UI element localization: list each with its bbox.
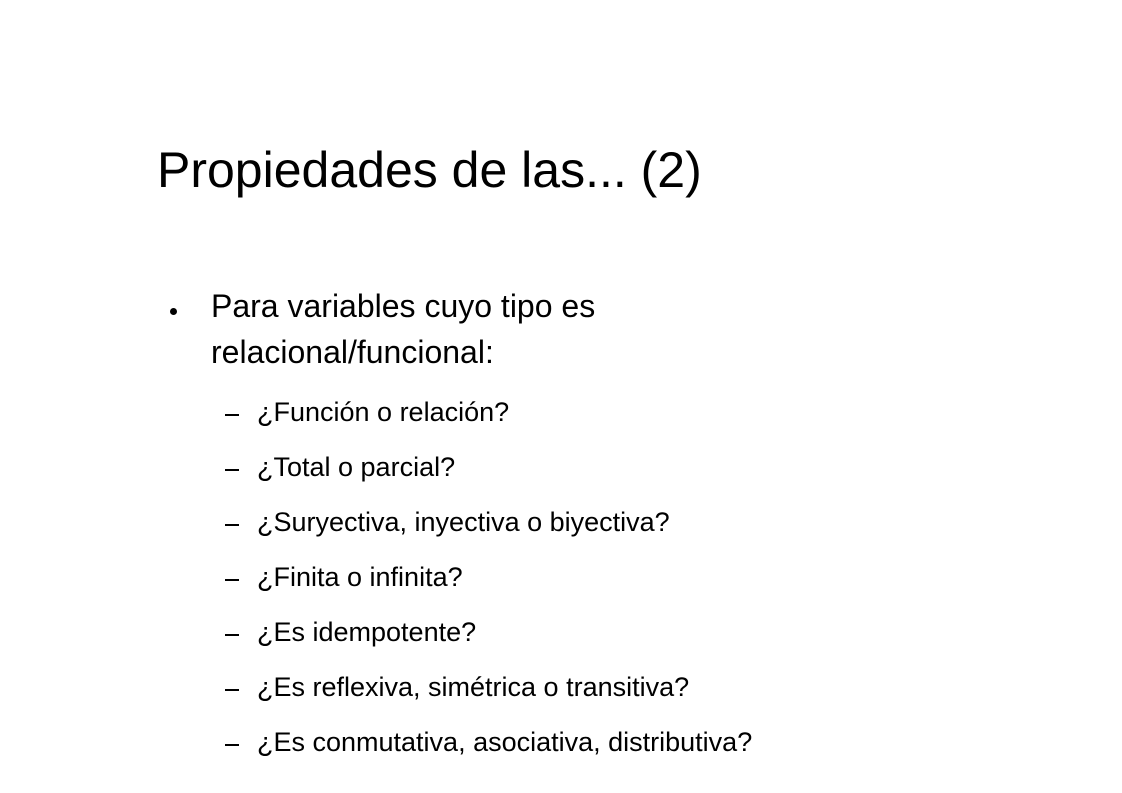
sub-item-5 xyxy=(225,612,1025,652)
dash-icon xyxy=(225,469,239,471)
dash-icon xyxy=(225,414,239,416)
slide-title: Propiedades de las... (2) xyxy=(157,142,702,198)
sub-item-2 xyxy=(225,447,1025,487)
sub-item-text: ¿Es reflexiva, simétrica o transitiva? xyxy=(257,672,690,702)
sub-item-text: ¿Es conmutativa, asociativa, distributiva? xyxy=(257,727,753,757)
sub-item-text: ¿Finita o infinita? xyxy=(257,562,463,592)
bullet-line-2: relacional/funcional: xyxy=(211,334,494,370)
sub-item-6 xyxy=(225,667,1025,707)
sub-item-7 xyxy=(225,722,1025,762)
sub-item-3 xyxy=(225,502,1025,542)
dash-icon xyxy=(225,634,239,636)
bullet-text xyxy=(211,283,911,375)
bullet-line-1: Para variables cuyo tipo es xyxy=(211,288,596,324)
dash-icon xyxy=(225,744,239,746)
sub-item-text: ¿Suryectiva, inyectiva o biyectiva? xyxy=(257,507,670,537)
dash-icon xyxy=(225,524,239,526)
sub-item-1 xyxy=(225,392,1025,432)
sub-item-text: ¿Total o parcial? xyxy=(257,452,456,482)
dash-icon xyxy=(225,579,239,581)
sub-item-text: ¿Función o relación? xyxy=(257,397,510,427)
sub-item-4 xyxy=(225,557,1025,597)
bullet-dot-icon xyxy=(170,308,177,315)
dash-icon xyxy=(225,689,239,691)
sub-item-text: ¿Es idempotente? xyxy=(257,617,477,647)
